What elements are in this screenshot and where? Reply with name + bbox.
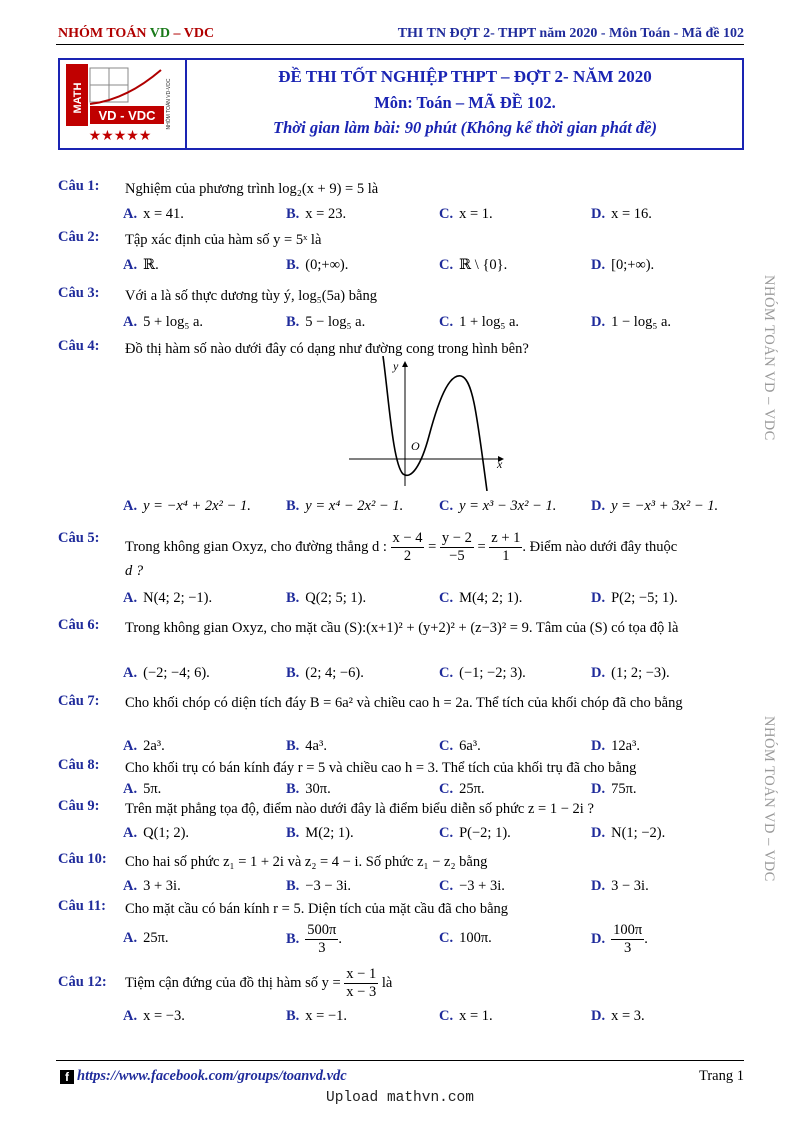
facebook-icon: f [60,1070,74,1084]
option-d[interactable]: D. (1; 2; −3). [591,665,670,681]
curve [383,356,487,491]
option-d[interactable]: D. 12a³. [591,738,641,754]
question-text: Cho khối chóp có diện tích đáy B = 6a² và chiều cao h = 2a. Thể tích của khối chóp đã cho bằng [125,695,683,711]
option-b[interactable]: B. 30π. [286,781,331,797]
y-axis-label: y [393,359,399,373]
logo-side-text: MATH [72,82,84,114]
answer-options [123,314,800,338]
option-c[interactable]: C. P(−2; 1). [439,825,511,841]
question-5-cont: d ? [125,563,144,579]
option-a[interactable]: A. 25π. [123,930,169,946]
title-box [58,58,744,150]
option-b[interactable]: B. x = −1. [286,1008,348,1024]
answer-options [123,206,800,230]
answer-options [123,922,800,962]
question-text: Trong không gian Oxyz, cho đường thẳng d : $\frac{x - 4}{2}$ = $\frac{y - 2}{-5}$ = $\frac{z + 1}{1}$ . Điểm nào dưới đây thuộc [125,530,678,564]
question-text: Trên mặt phẳng tọa độ, điểm nào dưới đây là điểm biểu diễn số phức z = 1 − 2i ? [125,801,594,817]
option-b[interactable]: B. $\frac{500\pi}{3}$ . [286,922,342,956]
option-c[interactable]: C. 100π. [439,930,492,946]
option-a[interactable]: A. x = −3. [123,1008,185,1024]
option-c[interactable]: C. (−1; −2; 3). [439,665,526,681]
option-b[interactable]: B. −3 − 3i. [286,878,352,894]
title-box-divider [185,60,187,148]
question-text: Đồ thị hàm số nào dưới đây có dạng như đường cong trong hình bên? [125,341,529,357]
answer-options [123,1008,800,1032]
page-number: Trang 1 [699,1068,744,1084]
answer-options [123,825,800,849]
option-b[interactable]: B. Q(2; 5; 1). [286,590,367,606]
option-a[interactable]: A. 2a³. [123,738,165,754]
answer-options [123,665,800,689]
option-d[interactable]: D. [0;+∞). [591,257,655,273]
option-d[interactable]: D. P(2; −5; 1). [591,590,678,606]
option-a[interactable]: A. 5π. [123,781,162,797]
option-a[interactable]: A. (−2; −4; 6). [123,665,210,681]
watermark-bottom: NHÓM TOÁN VD – VDC [761,716,777,882]
question-text: Cho hai số phức z₁ = 1 + 2i và z₂ = 4 − i. Số phức z₁ − z₂ bằng [125,854,488,870]
question-text: Tập xác định của hàm số y = 5ˣ là [125,232,322,248]
subject-line: Môn: Toán – MÃ ĐỀ 102. [374,93,556,112]
option-b[interactable]: B. y = x⁴ − 2x² − 1. [286,498,404,514]
answer-options [123,590,800,614]
option-a[interactable]: A. 3 + 3i. [123,878,181,894]
exam-title: ĐỀ THI TỐT NGHIỆP THPT – ĐỢT 2- NĂM 2020 [278,67,652,86]
option-b[interactable]: B. (0;+∞). [286,257,349,273]
option-c[interactable]: C. −3 + 3i. [439,878,505,894]
logo-vertical-text: NHÓM TOÁN VD-VDC [166,78,172,130]
fraction: $\frac{x - 1}{x - 3}$ [346,966,377,1000]
question-text: Cho mặt cầu có bán kính r = 5. Diện tích của mặt cầu đã cho bằng [125,901,509,917]
watermark-top: NHÓM TOÁN VD – VDC [761,275,777,441]
option-c[interactable]: C. 6a³. [439,738,481,754]
option-a[interactable]: A. ℝ. [123,257,159,273]
option-d[interactable]: D. 1 − log₅ a. [591,314,672,330]
option-d[interactable]: D. 75π. [591,781,637,797]
option-a[interactable]: A. 5 + log₅ a. [123,314,204,330]
option-b[interactable]: B. 4a³. [286,738,327,754]
question-text: Nghiệm của phương trình log₂(x + 9) = 5 là [125,181,379,197]
option-c[interactable]: C. y = x³ − 3x² − 1. [439,498,557,514]
logo-text: VD - VDC [98,108,156,123]
option-b[interactable]: B. x = 23. [286,206,347,222]
group-name: NHÓM TOÁN VD – VDC [58,26,215,41]
answer-options [123,257,800,281]
footer-divider [56,1060,744,1061]
question-text: Với a là số thực dương tùy ý, log₅(5a) bằng [125,288,377,304]
option-c[interactable]: C. ℝ \ {0}. [439,257,508,273]
option-d[interactable]: D. y = −x³ + 3x² − 1. [591,498,719,514]
origin-label: O [411,439,420,453]
cubic-graph [345,356,515,491]
fraction: $\frac{z + 1}{1}$ [491,530,521,564]
question-text: Tiệm cận đứng của đồ thị hàm số y = $\frac{x - 1}{x - 3}$ là [125,966,393,1000]
option-d[interactable]: D. x = 3. [591,1008,645,1024]
page-header [56,26,744,44]
option-d[interactable]: D. 3 − 3i. [591,878,649,894]
facebook-link[interactable]: f https://www.facebook.com/groups/toanvd.vdc [60,1068,347,1085]
time-line: Thời gian làm bài: 90 phút (Không kể thời gian phát đề) [273,118,657,137]
header-divider [56,44,744,45]
option-a[interactable]: A. y = −x⁴ + 2x² − 1. [123,498,251,514]
option-c[interactable]: C. M(4; 2; 1). [439,590,523,606]
upload-note: Upload mathvn.com [326,1090,474,1106]
option-a[interactable]: A. x = 41. [123,206,184,222]
option-d[interactable]: D. x = 16. [591,206,652,222]
option-d[interactable]: D. $\frac{100\pi}{3}$ . [591,922,648,956]
logo-stars: ★★★★★ [88,128,152,144]
option-d[interactable]: D. N(1; −2). [591,825,666,841]
option-a[interactable]: A. N(4; 2; −1). [123,590,213,606]
option-b[interactable]: B. 5 − log₅ a. [286,314,366,330]
option-c[interactable]: C. 1 + log₅ a. [439,314,520,330]
x-axis-label: x [497,457,503,471]
question-text: Trong không gian Oxyz, cho mặt cầu (S):(x+1)² + (y+2)² + (z−3)² = 9. Tâm của (S) có tọa độ là [125,620,679,636]
option-a[interactable]: A. Q(1; 2). [123,825,190,841]
option-c[interactable]: C. x = 1. [439,206,493,222]
vd-vdc-logo [66,64,174,144]
fraction: $\frac{y - 2}{-5}$ [441,530,472,564]
option-b[interactable]: B. M(2; 1). [286,825,354,841]
option-c[interactable]: C. x = 1. [439,1008,493,1024]
question-text: Cho khối trụ có bán kính đáy r = 5 và chiều cao h = 3. Thể tích của khối trụ đã cho bằng [125,760,637,776]
fraction: $\frac{x - 4}{2}$ [392,530,423,564]
option-c[interactable]: C. 25π. [439,781,485,797]
answer-options [123,498,800,522]
option-b[interactable]: B. (2; 4; −6). [286,665,364,681]
exam-subtitle: THI TN ĐỢT 2- THPT năm 2020 - Môn Toán - Mã đề 102 [397,26,744,41]
